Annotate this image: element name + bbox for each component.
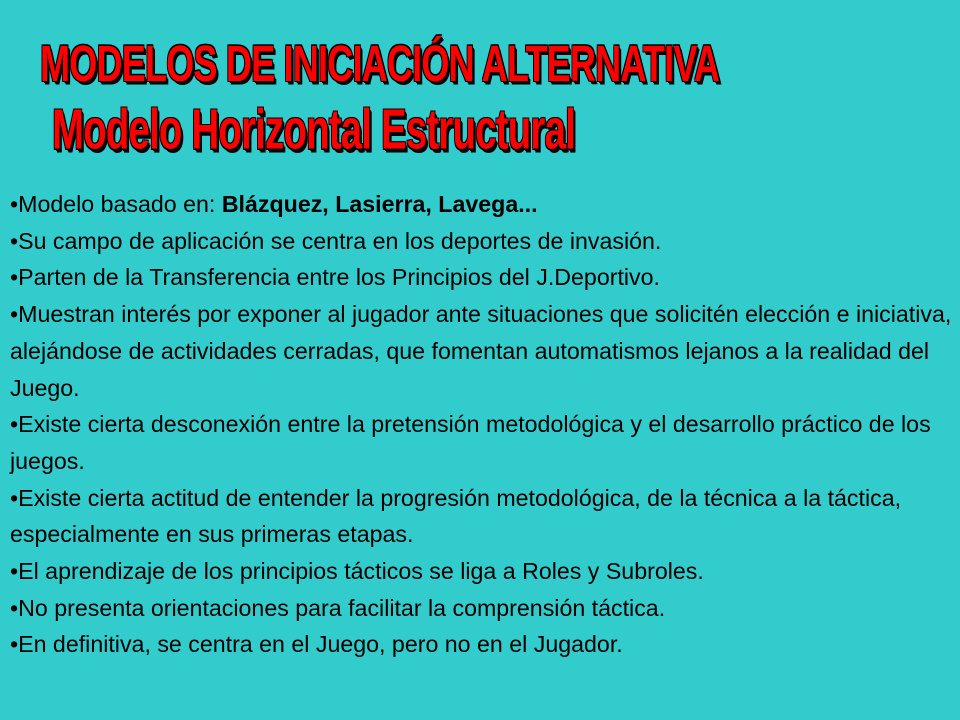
bullet-item bbox=[10, 480, 960, 553]
bullet-item bbox=[10, 259, 960, 296]
bullet-text: Existe cierta desconexión entre la pretensión metodológica y el desarrollo práctico de los juegos. bbox=[10, 411, 931, 474]
slide-title: MODELOS DE INICIACIÓN ALTERNATIVA bbox=[40, 36, 720, 93]
bullet-marker: • bbox=[10, 631, 19, 658]
bullet-marker: • bbox=[10, 227, 19, 254]
bullet-marker: • bbox=[10, 264, 19, 291]
bullet-item bbox=[10, 626, 960, 663]
bullet-marker: • bbox=[10, 301, 19, 328]
bullet-marker: • bbox=[10, 558, 19, 585]
bullet-marker: • bbox=[10, 411, 19, 438]
bullet-item bbox=[10, 223, 960, 260]
bullet-text: Existe cierta actitud de entender la progresión metodológica, de la técnica a la táctica, especialmente en sus primeras etapas. bbox=[10, 484, 902, 548]
bullet-item bbox=[10, 406, 960, 479]
bullet-text: Su campo de aplicación se centra en los deportes de invasión. bbox=[18, 227, 662, 254]
bullet-item bbox=[10, 186, 960, 223]
bullet-item bbox=[10, 296, 960, 406]
bullet-list bbox=[10, 186, 960, 663]
bullet-text: Modelo basado en: bbox=[18, 191, 222, 217]
bullet-marker: • bbox=[10, 484, 19, 511]
bullet-marker: • bbox=[10, 191, 19, 217]
slide-subtitle: Modelo Horizontal Estructural bbox=[52, 99, 575, 162]
bullet-text: El aprendizaje de los principios tácticos se liga a Roles y Subroles. bbox=[18, 558, 704, 585]
bullet-marker: • bbox=[10, 594, 19, 621]
bullet-authors: Blázquez, Lasierra, Lavega... bbox=[221, 191, 538, 217]
bullet-item bbox=[10, 590, 960, 627]
bullet-item bbox=[10, 553, 960, 590]
bullet-text: En definitiva, se centra en el Juego, pero no en el Jugador. bbox=[18, 631, 623, 658]
bullet-text: Parten de la Transferencia entre los Principios del J.Deportivo. bbox=[18, 264, 660, 291]
bullet-text: No presenta orientaciones para facilitar la comprensión táctica. bbox=[18, 594, 666, 621]
bullet-text: Muestran interés por exponer al jugador ante situaciones que solicitén elección e iniciativa, alejándose de actividades cerradas, que fomentan automatismos lejanos a la realidad del Juego. bbox=[10, 301, 952, 401]
